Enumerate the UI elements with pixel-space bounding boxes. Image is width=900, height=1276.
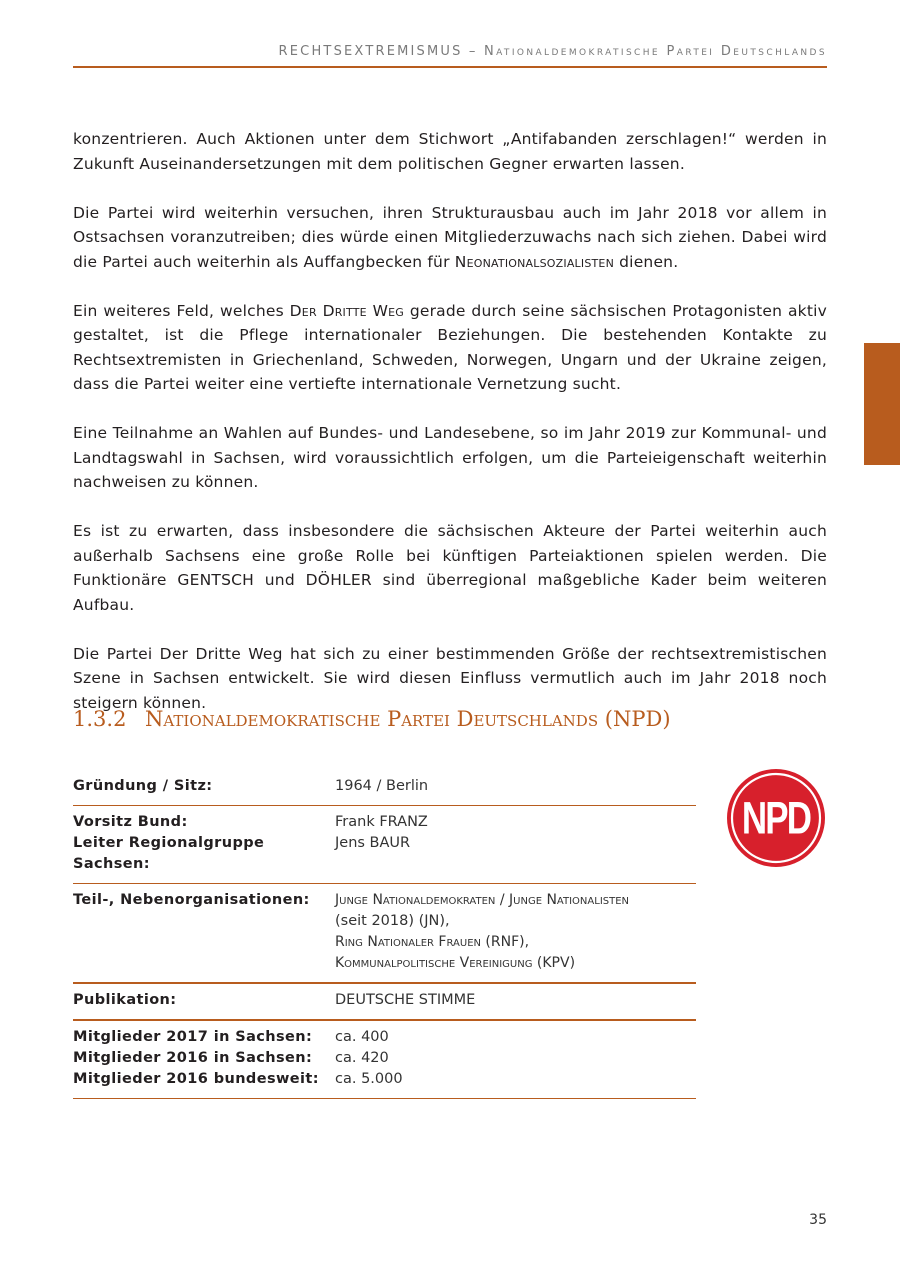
founding-value: 1964 / Berlin (335, 770, 696, 806)
table-row (73, 806, 696, 884)
table-row (73, 1020, 696, 1099)
party-facts-table (73, 770, 696, 1099)
paragraph-6: Die Partei Der Dritte Weg hat sich zu einer bestimmenden Größe der rechtsextremistischen Szene in Sachsen entwickelt. Sie wird diesen Einfluss vermutlich auch im Jahr 2018 noch steigern können. (73, 644, 827, 712)
table-row (73, 770, 696, 806)
paragraph-1: konzentrieren. Auch Aktionen unter dem Stichwort „Antifabanden zerschlagen!“ werden in Zukunft Auseinandersetzungen mit dem politischen Gegner erwarten lassen. (73, 130, 827, 173)
paragraph-2 (73, 201, 827, 275)
header-section: Nationaldemokratische Partei Deutschlands (483, 44, 827, 59)
orgs-line-2: (seit 2018) (JN), (335, 913, 450, 929)
paragraph-2-part-a: Die Partei wird weiterhin versuchen, ihren Strukturausbau auch im Jahr 2018 vor allem in Ostsachsen voranzutreiben; dies würde einen Mitgliederzuwachs nach sich ziehen. Dabei wird die Partei auch weiterhin als Auffangbecken für (73, 203, 827, 271)
page-number: 35 (809, 1212, 827, 1228)
orgs-label: Teil-, Nebenorganisationen: (73, 884, 335, 984)
orgs-line-1: Junge Nationaldemokraten / Junge Nationalisten (335, 892, 630, 908)
section-heading (73, 707, 833, 731)
founding-label: Gründung / Sitz: (73, 770, 335, 806)
table-row (73, 983, 696, 1020)
chair-label: Vorsitz Bund: (73, 814, 188, 830)
members-2016-label: Mitglieder 2016 in Sachsen: (73, 1050, 313, 1066)
members-2017-value: ca. 400 (335, 1029, 389, 1045)
paragraph-3-part-a: Ein weiteres Feld, welches (73, 301, 290, 320)
orgs-line-4: Kommunalpolitische Vereinigung (KPV) (335, 955, 576, 971)
table-row (73, 884, 696, 984)
paragraph-2-part-b: dienen. (614, 252, 679, 271)
header-prefix: RECHTSEXTREMISMUS – (278, 44, 484, 59)
regional-label: Leiter Regionalgruppe Sachsen: (73, 835, 265, 872)
orgs-line-3: Ring Nationaler Frauen (RNF), (335, 934, 530, 950)
publication-label: Publikation: (73, 983, 335, 1020)
regional-value: Jens BAUR (335, 835, 411, 851)
paragraph-5: Es ist zu erwarten, dass insbesondere die sächsischen Akteure der Partei weiterhin auch außerhalb Sachsens eine große Rolle bei künftigen Parteiaktionen spielen werden. Die Funktionäre GENTSCH und DÖHLER sind überregional maßgebliche Kader beim weiteren Aufbau. (73, 522, 827, 614)
running-header (73, 44, 827, 68)
npd-logo (726, 768, 826, 868)
chair-value: Frank FRANZ (335, 814, 428, 830)
body-text (73, 127, 827, 740)
members-2016-value: ca. 420 (335, 1050, 389, 1066)
paragraph-2-smallcaps: Neonationalsozialisten (454, 252, 615, 271)
paragraph-3 (73, 299, 827, 397)
section-title: Nationaldemokratische Partei Deutschlands (NPD) (145, 707, 671, 731)
logo-text: NPD (741, 792, 811, 844)
chapter-tab (864, 343, 900, 465)
members-2016-federal-value: ca. 5.000 (335, 1071, 403, 1087)
paragraph-3-part-b: gerade durch seine sächsischen Protagonisten aktiv gestaltet, ist die Pflege internationaler Beziehungen. Die bestehenden Kontakte zu Rechtsextremisten in Griechenland, Schweden, Norwegen, Ungarn und der Ukraine zeigen, dass die Partei weiter eine vertiefte internationale Vernetzung sucht. (73, 301, 827, 393)
section-number: 1.3.2 (73, 707, 127, 731)
paragraph-3-smallcaps: Der Dritte Weg (289, 301, 405, 320)
members-2016-federal-label: Mitglieder 2016 bundesweit: (73, 1071, 319, 1087)
paragraph-4: Eine Teilnahme an Wahlen auf Bundes- und Landesebene, so im Jahr 2019 zur Kommunal- und Landtagswahl in Sachsen, wird voraussichtlich erfolgen, um die Parteieigenschaft weiterhin nachweisen zu können. (73, 424, 827, 491)
members-2017-label: Mitglieder 2017 in Sachsen: (73, 1029, 313, 1045)
publication-value: DEUTSCHE STIMME (335, 983, 696, 1020)
